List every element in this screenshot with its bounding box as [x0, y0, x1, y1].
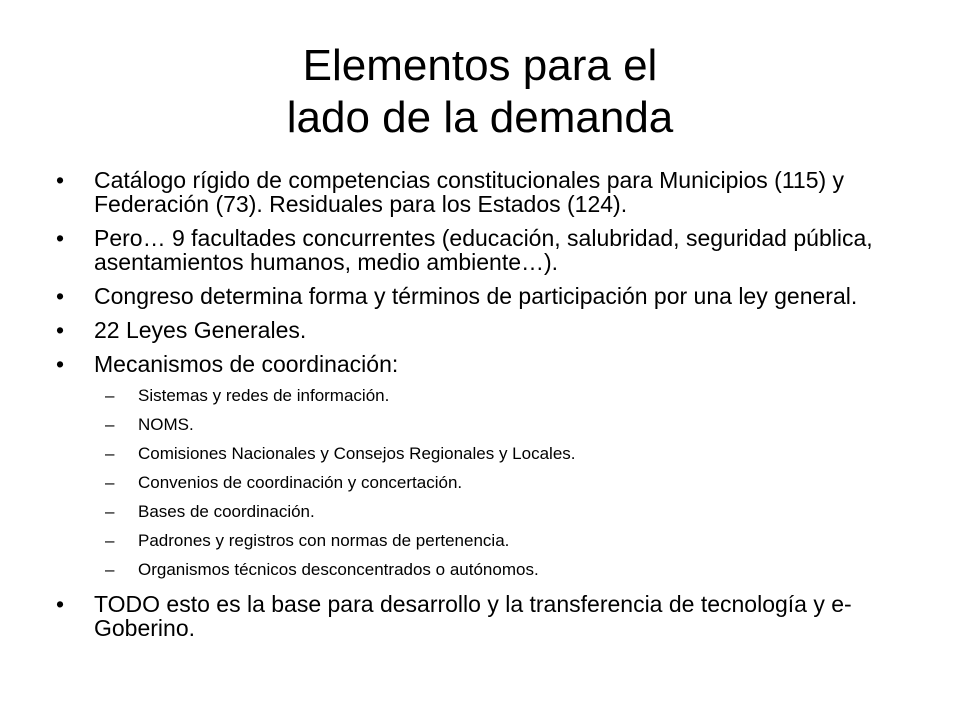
- sub-bullet-item: [56, 531, 916, 551]
- sub-bullet-item: [56, 560, 916, 580]
- bullet-item: [56, 284, 916, 308]
- sub-bullet-item: [56, 415, 916, 435]
- bullet-text: Congreso determina forma y términos de participación por una ley general.: [94, 283, 858, 309]
- bullet-item: [56, 226, 916, 274]
- bullet-text: Pero… 9 facultades concurrentes (educación, salubridad, seguridad pública, asentamientos humanos, medio ambiente…).: [94, 225, 873, 275]
- bullet-dot-icon: •: [56, 283, 65, 309]
- bullet-list: [56, 168, 916, 650]
- dash-icon: –: [105, 560, 115, 579]
- sub-bullet-text: Organismos técnicos desconcentrados o autónomos.: [138, 560, 539, 579]
- bullet-item: [56, 352, 916, 376]
- sub-bullet-item: [56, 502, 916, 522]
- sub-bullet-item: [56, 444, 916, 464]
- bullet-item: [56, 318, 916, 342]
- dash-icon: –: [105, 444, 115, 463]
- sub-bullet-text: Convenios de coordinación y concertación.: [138, 473, 463, 492]
- dash-icon: –: [105, 502, 115, 521]
- dash-icon: –: [105, 415, 115, 434]
- bullet-dot-icon: •: [56, 225, 65, 251]
- sub-bullet-list: [56, 386, 916, 580]
- sub-bullet-text: Bases de coordinación.: [138, 502, 315, 521]
- dash-icon: –: [105, 473, 115, 492]
- sub-bullet-text: Sistemas y redes de información.: [138, 386, 390, 405]
- dash-icon: –: [105, 386, 115, 405]
- bullet-text: Mecanismos de coordinación:: [94, 351, 399, 377]
- sub-bullet-text: Comisiones Nacionales y Consejos Regionales y Locales.: [138, 444, 576, 463]
- bullet-dot-icon: •: [56, 167, 65, 193]
- title-line-1: Elementos para el: [302, 41, 658, 90]
- bullet-text: TODO esto es la base para desarrollo y la transferencia de tecnología y e-Goberino.: [94, 591, 852, 641]
- sub-bullet-text: NOMS.: [138, 415, 194, 434]
- bullet-dot-icon: •: [56, 351, 65, 377]
- sub-bullet-item: [56, 386, 916, 406]
- slide-title: [0, 40, 960, 144]
- bullet-dot-icon: •: [56, 591, 65, 617]
- title-line-2: lado de la demanda: [286, 93, 674, 142]
- bullet-dot-icon: •: [56, 317, 65, 343]
- sub-bullet-item: [56, 473, 916, 493]
- bullet-item: [56, 592, 916, 640]
- sub-bullet-text: Padrones y registros con normas de pertenencia.: [138, 531, 510, 550]
- bullet-text: Catálogo rígido de competencias constitucionales para Municipios (115) y Federación (73). Residuales para los Estados (124).: [94, 167, 845, 217]
- bullet-item: [56, 168, 916, 216]
- bullet-text: 22 Leyes Generales.: [94, 317, 307, 343]
- dash-icon: –: [105, 531, 115, 550]
